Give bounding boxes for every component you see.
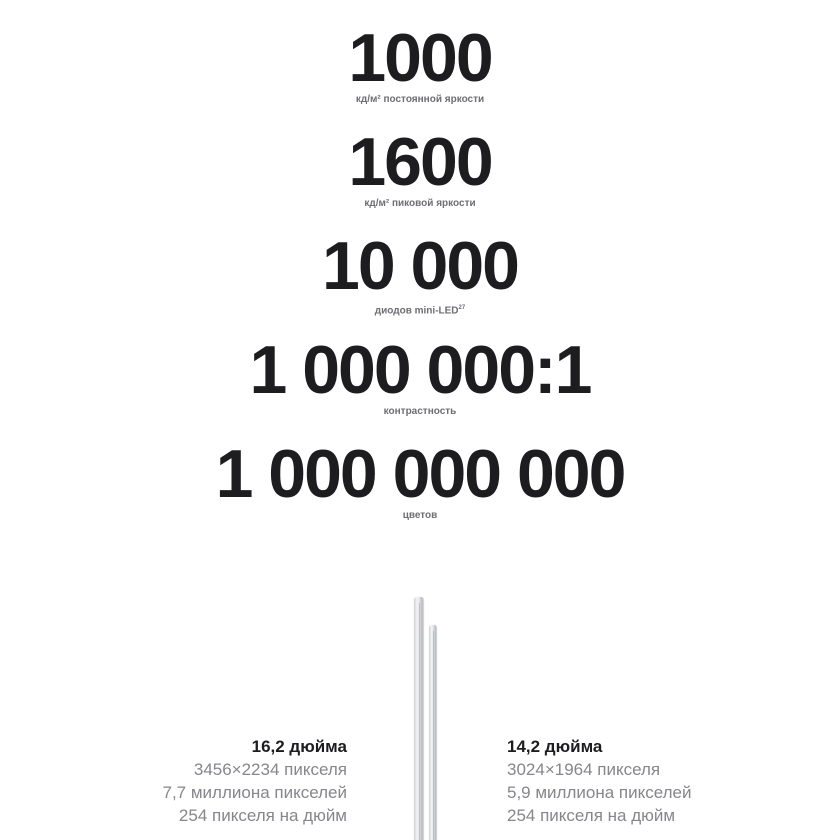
- spec-14-inch: [507, 735, 692, 827]
- stat-caption: цветов: [402, 510, 438, 521]
- spec-size: 14,2 дюйма: [507, 737, 603, 756]
- stat-value: 1000: [348, 20, 492, 96]
- stat-contrast: [0, 332, 840, 418]
- stat-sustained-brightness: [0, 20, 840, 106]
- stat-colors: [0, 436, 840, 522]
- spec-size: 16,2 дюйма: [251, 737, 347, 756]
- stat-value: 1600: [348, 124, 492, 200]
- stat-value: 10 000: [322, 228, 518, 304]
- stat-value: 1 000 000:1: [249, 332, 591, 408]
- stat-caption: диодов mini-LED: [374, 305, 459, 317]
- stat-caption: кд/м² постоянной яркости: [355, 94, 485, 105]
- stat-value: 1 000 000 000: [215, 436, 625, 512]
- stat-caption-with-footnote: [0, 302, 840, 317]
- stat-caption: контрастность: [383, 406, 457, 417]
- laptop-16-side-image: [414, 597, 424, 840]
- stat-mini-led-count: [0, 228, 840, 317]
- spec-resolution: 3456×2234 пикселя: [193, 760, 347, 779]
- spec-resolution: 3024×1964 пикселя: [507, 760, 661, 779]
- spec-pixel-count: 7,7 миллиона пикселей: [162, 783, 347, 802]
- stat-peak-brightness: [0, 124, 840, 210]
- laptop-14-side-image: [429, 625, 437, 840]
- footnote-link[interactable]: 27: [458, 305, 466, 311]
- spec-16-inch: [163, 735, 348, 827]
- stat-caption: кд/м² пиковой яркости: [364, 198, 476, 209]
- spec-pixel-density: 254 пикселя на дюйм: [507, 806, 676, 825]
- spec-pixel-count: 5,9 миллиона пикселей: [507, 783, 692, 802]
- spec-pixel-density: 254 пикселя на дюйм: [178, 806, 347, 825]
